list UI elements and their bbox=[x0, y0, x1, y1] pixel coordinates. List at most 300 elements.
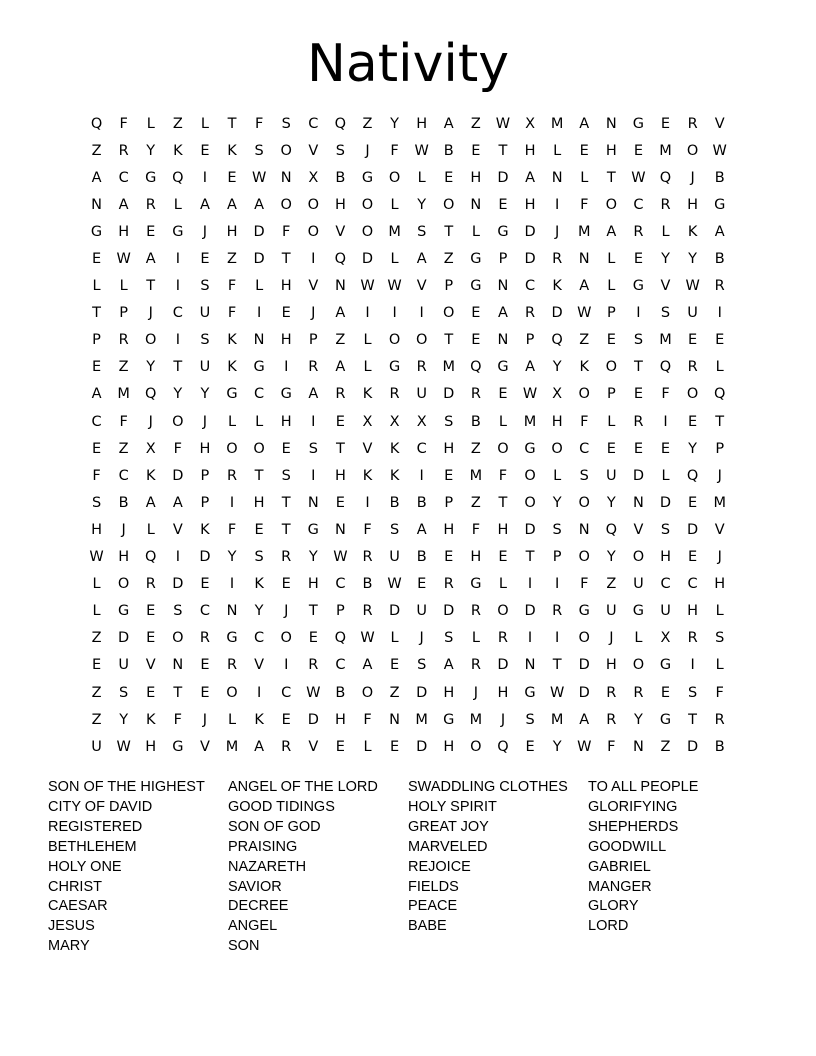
grid-letter: L bbox=[553, 142, 562, 159]
grid-letter: R bbox=[118, 142, 129, 159]
grid-letter: H bbox=[524, 196, 536, 213]
grid-letter: E bbox=[146, 630, 156, 647]
grid-letter: O bbox=[551, 440, 563, 457]
grid-letter: R bbox=[199, 630, 210, 647]
grid-letter: J bbox=[609, 630, 614, 647]
grid-letter: A bbox=[416, 251, 427, 268]
grid-letter: R bbox=[687, 630, 698, 647]
grid-letter: W bbox=[414, 142, 429, 159]
grid-letter: G bbox=[714, 196, 726, 213]
word-item: GOODWILL bbox=[588, 838, 667, 855]
grid-letter: N bbox=[91, 196, 102, 213]
grid-letter: I bbox=[229, 494, 235, 511]
grid-letter: L bbox=[715, 359, 724, 376]
grid-letter: R bbox=[552, 251, 563, 268]
grid-letter: H bbox=[416, 115, 428, 132]
grid-letter: K bbox=[552, 278, 562, 295]
grid-letter: I bbox=[555, 196, 560, 213]
grid-letter: P bbox=[336, 603, 345, 620]
grid-letter: Z bbox=[172, 115, 183, 132]
grid-letter: R bbox=[552, 603, 563, 620]
grid-letter: S bbox=[335, 142, 345, 159]
grid-letter: F bbox=[580, 196, 589, 213]
grid-letter: G bbox=[443, 711, 455, 728]
grid-letter: C bbox=[335, 657, 346, 674]
grid-letter: J bbox=[419, 630, 424, 647]
grid-letter: P bbox=[606, 305, 616, 322]
grid-letter: B bbox=[335, 684, 346, 701]
grid-letter: R bbox=[226, 467, 238, 484]
word-item: SON OF THE HIGHEST bbox=[48, 779, 205, 795]
grid-letter: D bbox=[524, 603, 536, 620]
grid-letter: E bbox=[471, 142, 481, 159]
grid-letter: S bbox=[579, 467, 589, 484]
grid-letter: L bbox=[417, 169, 426, 186]
grid-letter: D bbox=[416, 738, 428, 755]
grid-letter: W bbox=[577, 305, 592, 322]
grid-letter: I bbox=[229, 576, 235, 593]
grid-letter: O bbox=[172, 413, 184, 430]
grid-letter: W bbox=[712, 142, 727, 159]
grid-letter: D bbox=[361, 251, 374, 268]
grid-letter: L bbox=[715, 657, 724, 674]
grid-letter: Q bbox=[334, 630, 347, 647]
grid-letter: S bbox=[200, 278, 210, 295]
grid-letter: O bbox=[632, 549, 645, 566]
grid-letter: W bbox=[116, 738, 131, 755]
grid-letter: E bbox=[579, 142, 589, 159]
grid-letter: E bbox=[146, 684, 156, 701]
grid-letter: I bbox=[175, 332, 180, 349]
grid-letter: T bbox=[254, 467, 264, 484]
grid-letter: K bbox=[362, 386, 373, 403]
grid-letter: R bbox=[633, 684, 644, 701]
grid-letter: W bbox=[631, 169, 646, 186]
grid-letter: E bbox=[660, 115, 671, 132]
grid-letter: I bbox=[365, 494, 370, 511]
grid-letter: T bbox=[715, 413, 725, 430]
grid-letter: I bbox=[555, 630, 560, 647]
grid-letter: Z bbox=[118, 359, 129, 376]
grid-letter: G bbox=[524, 684, 536, 701]
grid-letter: T bbox=[552, 657, 562, 674]
grid-letter: R bbox=[687, 359, 698, 376]
grid-letter: E bbox=[91, 657, 102, 674]
grid-letter: D bbox=[578, 657, 590, 674]
grid-letter: M bbox=[550, 115, 564, 132]
grid-letter: E bbox=[633, 386, 643, 403]
grid-letter: V bbox=[172, 521, 183, 538]
grid-letter: K bbox=[687, 223, 698, 240]
grid-letter: Y bbox=[688, 251, 698, 268]
grid-letter: A bbox=[362, 657, 373, 674]
grid-letter: O bbox=[307, 223, 319, 240]
grid-letter: S bbox=[660, 521, 671, 538]
grid-letter: E bbox=[633, 251, 643, 268]
grid-letter: C bbox=[172, 305, 183, 322]
grid-letter: T bbox=[92, 305, 101, 322]
grid-letter: Z bbox=[91, 142, 102, 159]
word-item: SWADDLING CLOTHES bbox=[408, 779, 568, 795]
grid-letter: D bbox=[551, 305, 563, 322]
grid-letter: M bbox=[659, 142, 672, 159]
grid-letter: Q bbox=[145, 549, 157, 566]
grid-letter: E bbox=[281, 576, 291, 593]
grid-letter: Y bbox=[552, 494, 562, 511]
grid-letter: E bbox=[471, 332, 481, 349]
word-item: SAVIOR bbox=[228, 878, 282, 895]
grid-letter: Z bbox=[91, 684, 102, 701]
grid-letter: K bbox=[227, 332, 237, 349]
grid-letter: G bbox=[361, 169, 374, 186]
grid-letter: P bbox=[444, 278, 454, 295]
grid-letter: N bbox=[334, 278, 346, 295]
grid-letter: A bbox=[335, 359, 346, 376]
grid-letter: M bbox=[469, 711, 483, 728]
grid-letter: X bbox=[660, 630, 671, 647]
grid-letter: Z bbox=[335, 332, 346, 349]
grid-letter: D bbox=[443, 603, 455, 620]
grid-letter: L bbox=[471, 223, 480, 240]
grid-letter: H bbox=[660, 549, 671, 566]
grid-letter: N bbox=[578, 251, 590, 268]
grid-letter: J bbox=[284, 603, 289, 620]
word-bank bbox=[48, 778, 768, 957]
grid-letter: H bbox=[443, 521, 455, 538]
grid-letter: L bbox=[92, 603, 101, 620]
grid-letter: Z bbox=[443, 251, 454, 268]
grid-letter: L bbox=[255, 413, 264, 430]
grid-letter: F bbox=[92, 467, 101, 484]
grid-letter: O bbox=[686, 386, 699, 403]
grid-letter: O bbox=[361, 223, 374, 240]
grid-letter: E bbox=[335, 738, 345, 755]
grid-letter: Z bbox=[660, 738, 671, 755]
grid-letter: Y bbox=[119, 711, 129, 728]
grid-letter: E bbox=[471, 305, 481, 322]
grid-letter: J bbox=[690, 169, 695, 186]
grid-letter: G bbox=[659, 657, 672, 674]
grid-letter: L bbox=[498, 413, 507, 430]
grid-letter: D bbox=[524, 521, 536, 538]
grid-letter: S bbox=[281, 467, 291, 484]
grid-letter: Y bbox=[200, 386, 210, 403]
grid-letter: C bbox=[308, 115, 319, 132]
grid-letter: Y bbox=[633, 711, 643, 728]
grid-letter: H bbox=[605, 142, 617, 159]
grid-letter: J bbox=[148, 413, 153, 430]
grid-letter: W bbox=[495, 115, 511, 132]
grid-letter: A bbox=[606, 223, 617, 240]
grid-letter: K bbox=[579, 359, 589, 376]
grid-letter: M bbox=[388, 223, 401, 240]
grid-letter: O bbox=[280, 630, 292, 647]
grid-letter: P bbox=[200, 467, 210, 484]
grid-letter: E bbox=[444, 467, 454, 484]
grid-letter: X bbox=[389, 413, 400, 430]
grid-letter: D bbox=[578, 684, 590, 701]
grid-letter: I bbox=[365, 305, 370, 322]
grid-letter: A bbox=[443, 657, 454, 674]
grid-letter: R bbox=[281, 738, 292, 755]
grid-letter: Y bbox=[308, 549, 318, 566]
grid-letter: L bbox=[471, 630, 480, 647]
grid-letter: L bbox=[227, 711, 237, 728]
grid-letter: B bbox=[714, 169, 725, 186]
grid-letter: O bbox=[226, 684, 238, 701]
grid-letter: R bbox=[308, 657, 319, 674]
word-item: NAZARETH bbox=[228, 858, 307, 875]
grid-letter: E bbox=[525, 738, 535, 755]
grid-letter: Y bbox=[661, 251, 670, 268]
grid-letter: A bbox=[714, 223, 725, 240]
grid-letter: C bbox=[660, 576, 671, 593]
grid-letter: R bbox=[335, 386, 346, 403]
grid-letter: L bbox=[146, 115, 155, 132]
grid-letter: L bbox=[227, 413, 237, 430]
grid-letter: D bbox=[497, 657, 509, 674]
grid-letter: R bbox=[226, 657, 238, 674]
grid-letter: G bbox=[118, 603, 130, 620]
word-item: HOLY SPIRIT bbox=[408, 798, 497, 815]
grid-letter: O bbox=[388, 332, 401, 349]
letter-grid bbox=[83, 110, 733, 760]
grid-letter: E bbox=[660, 684, 671, 701]
word-item: BETHLEHEM bbox=[48, 838, 137, 855]
grid-letter: S bbox=[417, 657, 427, 674]
grid-letter: J bbox=[500, 711, 506, 728]
grid-letter: H bbox=[253, 494, 265, 511]
word-item: SON bbox=[228, 938, 260, 955]
grid-letter: N bbox=[632, 494, 644, 511]
grid-letter: F bbox=[254, 115, 264, 132]
grid-letter: X bbox=[145, 440, 156, 457]
grid-letter: I bbox=[392, 305, 397, 322]
word-item: REJOICE bbox=[408, 858, 471, 875]
grid-letter: H bbox=[334, 196, 346, 213]
grid-letter: V bbox=[145, 657, 156, 674]
grid-letter: R bbox=[145, 196, 156, 213]
grid-letter: E bbox=[200, 684, 210, 701]
grid-letter: F bbox=[715, 684, 724, 701]
grid-letter: Y bbox=[146, 359, 156, 376]
grid-letter: F bbox=[580, 576, 589, 593]
grid-letter: E bbox=[281, 305, 291, 322]
word-item: PRAISING bbox=[228, 838, 298, 855]
grid-letter: D bbox=[172, 576, 184, 593]
grid-letter: W bbox=[360, 630, 375, 647]
grid-letter: F bbox=[119, 115, 128, 132]
grid-letter: J bbox=[311, 305, 316, 322]
grid-letter: S bbox=[389, 521, 400, 538]
grid-letter: F bbox=[390, 142, 399, 159]
grid-letter: V bbox=[660, 278, 671, 295]
grid-letter: G bbox=[280, 386, 292, 403]
grid-letter: K bbox=[389, 440, 400, 457]
grid-letter: E bbox=[146, 603, 156, 620]
grid-letter: Q bbox=[497, 738, 509, 755]
grid-letter: M bbox=[117, 386, 130, 403]
grid-letter: D bbox=[118, 630, 130, 647]
grid-letter: F bbox=[661, 386, 670, 403]
grid-letter: O bbox=[605, 359, 618, 376]
grid-letter: H bbox=[714, 576, 726, 593]
grid-letter: E bbox=[444, 549, 454, 566]
grid-letter: E bbox=[389, 657, 400, 674]
grid-letter: H bbox=[551, 413, 563, 430]
grid-letter: O bbox=[226, 440, 238, 457]
grid-letter: O bbox=[443, 305, 455, 322]
grid-letter: N bbox=[551, 169, 563, 186]
grid-letter: R bbox=[714, 278, 725, 295]
grid-letter: V bbox=[416, 278, 427, 295]
grid-letter: S bbox=[660, 305, 671, 322]
grid-letter: O bbox=[415, 332, 428, 349]
grid-letter: H bbox=[687, 196, 699, 213]
grid-letter: D bbox=[659, 494, 672, 511]
grid-letter: O bbox=[605, 196, 618, 213]
grid-letter: J bbox=[202, 711, 208, 728]
grid-letter: L bbox=[661, 223, 670, 240]
grid-letter: Z bbox=[389, 684, 400, 701]
grid-letter: U bbox=[633, 576, 644, 593]
grid-letter: E bbox=[146, 223, 156, 240]
grid-letter: U bbox=[199, 305, 211, 322]
grid-letter: T bbox=[227, 115, 237, 132]
grid-letter: E bbox=[281, 711, 291, 728]
grid-letter: V bbox=[362, 440, 373, 457]
grid-letter: T bbox=[444, 332, 454, 349]
grid-letter: L bbox=[92, 278, 101, 295]
grid-letter: M bbox=[550, 711, 564, 728]
grid-letter: H bbox=[443, 684, 455, 701]
grid-letter: A bbox=[525, 359, 535, 376]
grid-letter: G bbox=[226, 386, 238, 403]
grid-letter: R bbox=[470, 603, 481, 620]
grid-letter: W bbox=[116, 251, 131, 268]
word-item: CHRIST bbox=[48, 878, 102, 895]
grid-letter: H bbox=[443, 738, 455, 755]
grid-letter: A bbox=[254, 196, 265, 213]
grid-letter: G bbox=[226, 630, 238, 647]
grid-letter: U bbox=[660, 603, 671, 620]
grid-letter: Q bbox=[659, 359, 672, 376]
grid-letter: O bbox=[388, 169, 401, 186]
grid-letter: I bbox=[202, 169, 208, 186]
grid-letter: Y bbox=[173, 386, 183, 403]
grid-letter: E bbox=[498, 196, 508, 213]
grid-letter: E bbox=[498, 549, 508, 566]
word-item: MARY bbox=[48, 938, 90, 955]
grid-letter: S bbox=[715, 630, 725, 647]
grid-letter: E bbox=[444, 169, 454, 186]
grid-letter: E bbox=[688, 413, 698, 430]
grid-letter: B bbox=[443, 142, 454, 159]
grid-letter: C bbox=[91, 413, 102, 430]
grid-letter: R bbox=[362, 603, 373, 620]
grid-letter: H bbox=[605, 657, 617, 674]
grid-letter: E bbox=[200, 576, 210, 593]
grid-letter: H bbox=[524, 142, 536, 159]
grid-letter: O bbox=[578, 549, 590, 566]
grid-letter: I bbox=[555, 576, 560, 593]
page-title: Nativity bbox=[307, 34, 509, 94]
grid-letter: R bbox=[389, 386, 400, 403]
word-item: GREAT JOY bbox=[408, 818, 489, 835]
grid-letter: E bbox=[389, 738, 400, 755]
grid-letter: X bbox=[552, 386, 563, 403]
word-item: GLORIFYING bbox=[588, 798, 678, 815]
grid-letter: I bbox=[284, 657, 289, 674]
grid-letter: V bbox=[335, 223, 346, 240]
grid-letter: R bbox=[416, 359, 427, 376]
word-column bbox=[228, 778, 408, 957]
grid-letter: P bbox=[200, 494, 210, 511]
grid-letter: I bbox=[256, 684, 262, 701]
grid-letter: T bbox=[606, 169, 616, 186]
grid-letter: I bbox=[527, 576, 533, 593]
grid-letter: F bbox=[227, 278, 237, 295]
grid-letter: V bbox=[308, 278, 319, 295]
grid-letter: H bbox=[443, 440, 455, 457]
grid-letter: F bbox=[471, 521, 481, 538]
grid-letter: S bbox=[633, 332, 644, 349]
grid-letter: C bbox=[633, 196, 644, 213]
grid-letter: T bbox=[335, 440, 345, 457]
grid-letter: E bbox=[606, 332, 616, 349]
word-item: MARVELED bbox=[408, 838, 488, 855]
grid-letter: R bbox=[633, 223, 644, 240]
grid-letter: R bbox=[497, 630, 508, 647]
grid-letter: P bbox=[552, 549, 562, 566]
grid-letter: Z bbox=[227, 251, 237, 268]
grid-letter: O bbox=[280, 196, 292, 213]
grid-letter: N bbox=[578, 521, 590, 538]
grid-letter: J bbox=[202, 223, 208, 240]
grid-letter: S bbox=[254, 549, 264, 566]
grid-letter: A bbox=[254, 738, 265, 755]
grid-letter: A bbox=[199, 196, 210, 213]
grid-letter: E bbox=[633, 142, 643, 159]
word-item: CAESAR bbox=[48, 898, 108, 915]
grid-letter: C bbox=[254, 630, 265, 647]
grid-letter: V bbox=[254, 657, 265, 674]
grid-letter: U bbox=[416, 603, 427, 620]
grid-letter: I bbox=[256, 305, 262, 322]
grid-letter: N bbox=[253, 332, 265, 349]
grid-letter: C bbox=[118, 169, 129, 186]
grid-letter: L bbox=[92, 576, 101, 593]
word-item: SON OF GOD bbox=[228, 818, 321, 835]
grid-letter: F bbox=[607, 738, 616, 755]
grid-letter: Y bbox=[254, 603, 264, 620]
grid-letter: O bbox=[578, 630, 590, 647]
grid-letter: L bbox=[255, 278, 264, 295]
word-item: PEACE bbox=[408, 898, 458, 915]
grid-letter: D bbox=[524, 223, 536, 240]
grid-letter: W bbox=[360, 278, 375, 295]
grid-letter: G bbox=[470, 576, 482, 593]
grid-letter: H bbox=[280, 278, 292, 295]
grid-letter: B bbox=[335, 169, 346, 186]
grid-letter: S bbox=[254, 142, 264, 159]
grid-letter: L bbox=[363, 332, 372, 349]
grid-letter: P bbox=[715, 440, 725, 457]
grid-letter: F bbox=[227, 521, 237, 538]
grid-letter: T bbox=[444, 223, 454, 240]
grid-letter: E bbox=[200, 657, 210, 674]
grid-letter: M bbox=[713, 494, 726, 511]
